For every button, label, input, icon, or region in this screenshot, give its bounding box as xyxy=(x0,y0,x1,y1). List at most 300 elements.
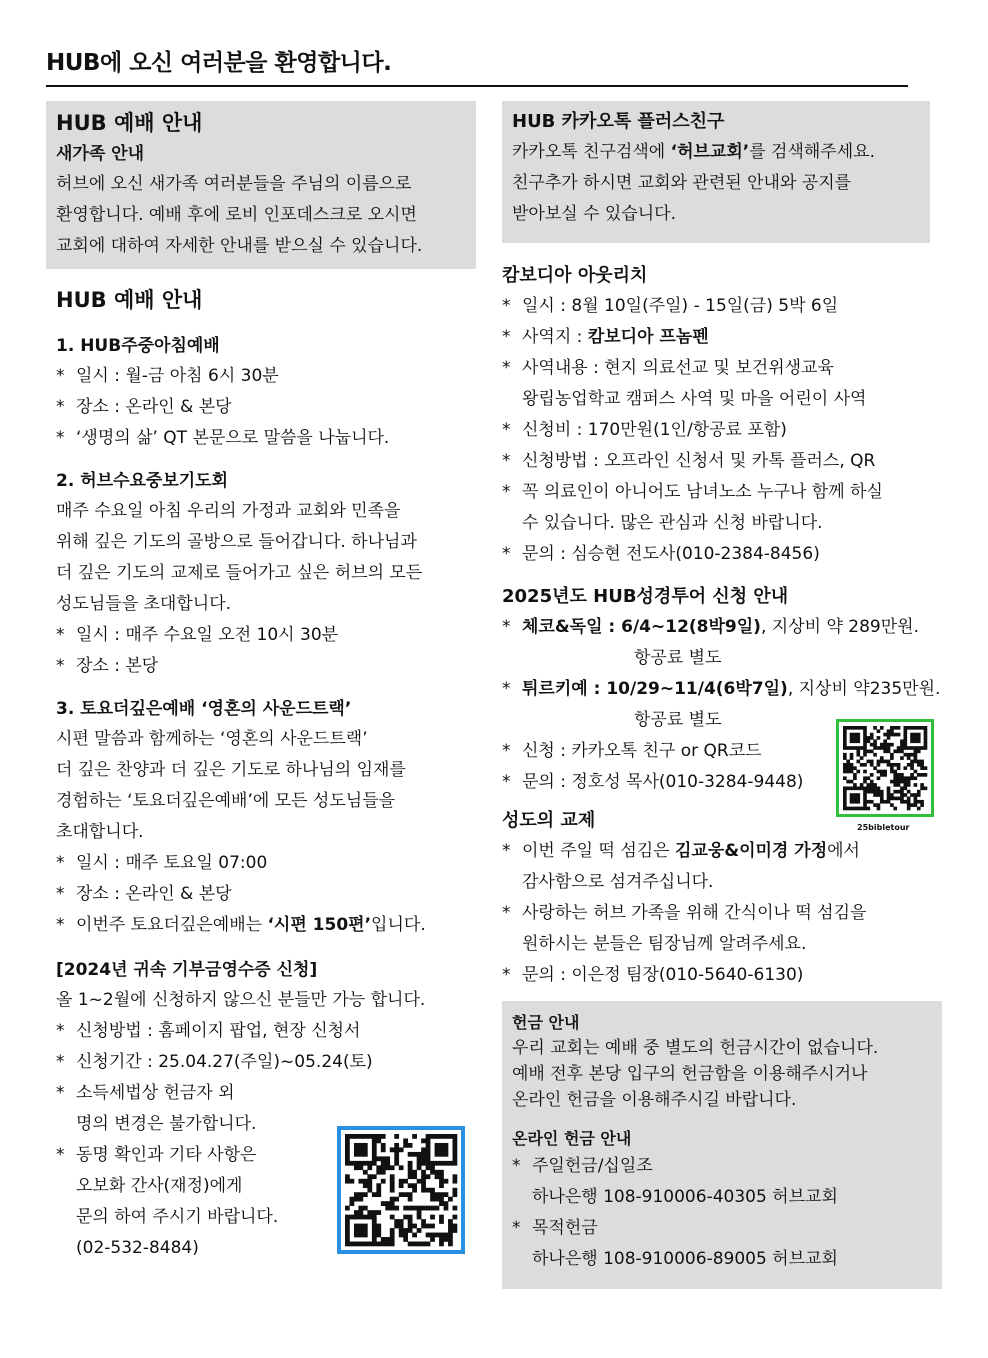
qr-module xyxy=(408,1228,413,1233)
qr-module xyxy=(907,746,911,750)
list-item: * 소득세법상 헌금자 외 xyxy=(56,1078,476,1109)
qr-module xyxy=(853,793,857,797)
qr-module xyxy=(444,1192,449,1197)
list-item: * 사역내용 : 현지 의료선교 및 보건위생교육 xyxy=(502,353,920,384)
qr-module xyxy=(372,1174,377,1179)
qr-module xyxy=(843,766,847,770)
qr-module xyxy=(843,726,847,730)
kakao-line: 받아보실 수 있습니다. xyxy=(512,204,677,224)
qr-module xyxy=(863,763,867,767)
qr-module xyxy=(860,783,864,787)
qr-module xyxy=(430,1206,435,1211)
qr-module xyxy=(890,733,894,737)
qr-module xyxy=(408,1170,413,1175)
qr-module xyxy=(883,773,887,777)
qr-module xyxy=(426,1152,431,1157)
qr-module xyxy=(870,790,874,794)
qr-module xyxy=(390,1183,395,1188)
qr-module xyxy=(870,763,874,767)
qr-module xyxy=(444,1179,449,1184)
qr-module xyxy=(354,1165,359,1170)
qr-module xyxy=(890,756,894,760)
qr-module xyxy=(412,1174,417,1179)
qr-module xyxy=(900,797,904,801)
qr-module xyxy=(863,793,867,797)
qr-module xyxy=(843,807,847,811)
qr-module xyxy=(372,1134,377,1139)
qr-module xyxy=(394,1161,399,1166)
list-item: * 장소 : 온라인 & 본당 xyxy=(56,879,476,910)
cambodia-section xyxy=(502,261,920,570)
right-column xyxy=(502,101,941,1289)
qr-module xyxy=(399,1147,404,1152)
qr-module xyxy=(907,783,911,787)
list-item: * 사랑하는 허브 가족을 위해 간식이나 떡 섬김을 xyxy=(502,898,920,929)
qr-module xyxy=(846,763,850,767)
qr-module xyxy=(907,753,911,757)
qr-module xyxy=(914,746,918,750)
qr-module xyxy=(903,780,907,784)
offering-line: 우리 교회는 예배 중 별도의 헌금시간이 없습니다. xyxy=(512,1038,879,1058)
qr-module xyxy=(439,1134,444,1139)
qr-module xyxy=(924,773,928,777)
kakao-box xyxy=(502,101,930,243)
qr-module xyxy=(439,1170,444,1175)
qr-module xyxy=(853,783,857,787)
text: , 지상비 약235만원. xyxy=(787,679,941,699)
donation-qr-code[interactable] xyxy=(337,1126,465,1254)
qr-module xyxy=(870,733,874,737)
new-family-title: 새가족 안내 xyxy=(56,144,145,164)
qr-module xyxy=(910,733,914,737)
qr-module xyxy=(846,770,850,774)
qr-module xyxy=(907,780,911,784)
qr-module xyxy=(853,736,857,740)
qr-module xyxy=(856,726,860,730)
qr-module xyxy=(412,1206,417,1211)
qr-module xyxy=(426,1161,431,1166)
body-line: 올 1~2월에 신청하지 않으신 분들만 가능 합니다. xyxy=(56,990,426,1010)
qr-module xyxy=(853,786,857,790)
qr-module xyxy=(897,773,901,777)
qr-module xyxy=(430,1170,435,1175)
qr-module xyxy=(417,1152,422,1157)
qr-module xyxy=(880,800,884,804)
qr-module xyxy=(448,1197,453,1202)
qr-module xyxy=(399,1192,404,1197)
qr-module xyxy=(426,1134,431,1139)
qr-module xyxy=(877,790,881,794)
qr-module xyxy=(426,1206,431,1211)
qr-module xyxy=(863,797,867,801)
qr-module xyxy=(846,726,850,730)
list-item: * 주일헌금/십일조 xyxy=(512,1151,932,1182)
account-number: 하나은행 108-910006-89005 허브교회 xyxy=(532,1249,838,1269)
qr-module xyxy=(890,763,894,767)
qr-module xyxy=(900,780,904,784)
qr-module xyxy=(372,1143,377,1148)
qr-module xyxy=(850,763,854,767)
qr-module xyxy=(408,1183,413,1188)
qr-module xyxy=(893,797,897,801)
qr-module xyxy=(863,780,867,784)
qr-module xyxy=(439,1201,444,1206)
qr-module xyxy=(924,743,928,747)
qr-module xyxy=(863,729,867,733)
qr-module xyxy=(860,807,864,811)
qr-module xyxy=(421,1183,426,1188)
qr-module xyxy=(863,770,867,774)
qr-module xyxy=(399,1233,404,1238)
qr-module xyxy=(846,760,850,764)
qr-module xyxy=(846,807,850,811)
qr-module xyxy=(900,786,904,790)
list-item: * 목적헌금 xyxy=(512,1213,932,1244)
qr-module xyxy=(453,1224,458,1229)
qr-module xyxy=(843,790,847,794)
qr-module xyxy=(907,797,911,801)
qr-module xyxy=(877,786,881,790)
qr-module xyxy=(345,1143,350,1148)
qr-module xyxy=(349,1242,354,1247)
qr-module xyxy=(376,1210,381,1215)
qr-module xyxy=(863,736,867,740)
qr-module xyxy=(439,1174,444,1179)
qr-module xyxy=(843,786,847,790)
qr-module xyxy=(448,1134,453,1139)
qr-module xyxy=(421,1138,426,1143)
qr-module xyxy=(453,1206,458,1211)
qr-module xyxy=(856,807,860,811)
qr-module xyxy=(883,733,887,737)
qr-module xyxy=(408,1165,413,1170)
qr-module xyxy=(444,1152,449,1157)
qr-module xyxy=(385,1206,390,1211)
qr-module xyxy=(349,1197,354,1202)
qr-module xyxy=(417,1210,422,1215)
worship-section xyxy=(46,283,476,1264)
qr-module xyxy=(345,1219,350,1224)
qr-module xyxy=(877,746,881,750)
qr-module xyxy=(399,1219,404,1224)
qr-module xyxy=(893,770,897,774)
qr-module xyxy=(403,1233,408,1238)
qr-module xyxy=(421,1188,426,1193)
qr-module xyxy=(877,770,881,774)
qr-module xyxy=(403,1138,408,1143)
fellowship-title: 성도의 교제 xyxy=(502,810,596,831)
qr-module xyxy=(444,1161,449,1166)
qr-module xyxy=(417,1206,422,1211)
bible-tour-title: 2025년도 HUB성경투어 신청 안내 xyxy=(502,586,789,607)
qr-module xyxy=(390,1237,395,1242)
qr-module xyxy=(376,1233,381,1238)
qr-module xyxy=(863,733,867,737)
qr-module xyxy=(900,790,904,794)
qr-module xyxy=(843,763,847,767)
qr-module xyxy=(914,803,918,807)
qr-module xyxy=(358,1228,363,1233)
qr-module xyxy=(856,739,860,743)
qr-module xyxy=(403,1215,408,1220)
offering-line: 온라인 헌금을 이용해주시길 바랍니다. xyxy=(512,1090,797,1110)
welcome-line: 교회에 대하여 자세한 안내를 받으실 수 있습니다. xyxy=(56,236,423,256)
qr-module xyxy=(850,800,854,804)
qr-module xyxy=(907,790,911,794)
qr-module xyxy=(345,1228,350,1233)
qr-module xyxy=(877,803,881,807)
qr-module xyxy=(883,739,887,743)
qr-module xyxy=(372,1156,377,1161)
welcome-box xyxy=(46,101,476,269)
qr-module xyxy=(880,756,884,760)
qr-module xyxy=(893,783,897,787)
qr-module xyxy=(893,733,897,737)
qr-module xyxy=(372,1224,377,1229)
qr-module xyxy=(439,1143,444,1148)
qr-module xyxy=(914,756,918,760)
qr-module xyxy=(417,1242,422,1247)
qr-module xyxy=(435,1206,440,1211)
qr-module xyxy=(883,770,887,774)
qr-module xyxy=(358,1143,363,1148)
qr-module xyxy=(421,1161,426,1166)
qr-module xyxy=(430,1134,435,1139)
qr-module xyxy=(850,733,854,737)
qr-module xyxy=(870,783,874,787)
qr-module xyxy=(920,800,924,804)
qr-module xyxy=(394,1197,399,1202)
qr-module xyxy=(846,746,850,750)
qr-module xyxy=(863,750,867,754)
body-line: 더 깊은 기도의 교제로 들어가고 싶은 허브의 모든 xyxy=(56,563,423,583)
qr-module xyxy=(883,800,887,804)
qr-module xyxy=(430,1215,435,1220)
qr-module xyxy=(430,1192,435,1197)
qr-module xyxy=(850,726,854,730)
qr-module xyxy=(412,1188,417,1193)
text: 이번 주일 떡 섬김은 xyxy=(522,841,675,861)
list-item: * 문의 : 심승현 전도사(010-2384-8456) xyxy=(502,539,920,570)
list-item: * 꼭 의료인이 아니어도 남녀노소 누구나 함께 하실 xyxy=(502,477,920,508)
qr-module xyxy=(394,1156,399,1161)
qr-module xyxy=(843,746,847,750)
list-item: * 일시 : 8월 10일(주일) - 15일(금) 5박 6일 xyxy=(502,291,920,322)
qr-module xyxy=(453,1161,458,1166)
qr-module xyxy=(893,726,897,730)
qr-module xyxy=(426,1233,431,1238)
qr-module xyxy=(920,766,924,770)
qr-module xyxy=(843,753,847,757)
qr-module xyxy=(883,750,887,754)
qr-module xyxy=(358,1134,363,1139)
qr-module xyxy=(856,750,860,754)
qr-module xyxy=(390,1179,395,1184)
qr-module xyxy=(367,1183,372,1188)
qr-module xyxy=(924,786,928,790)
qr-module xyxy=(372,1138,377,1143)
text: 이번주 토요더깊은예배는 xyxy=(76,915,268,935)
qr-module xyxy=(444,1134,449,1139)
qr-module xyxy=(417,1161,422,1166)
qr-module xyxy=(390,1206,395,1211)
qr-module xyxy=(363,1228,368,1233)
qr-module xyxy=(439,1237,444,1242)
bible-tour-qr-code[interactable] xyxy=(836,719,934,817)
qr-module xyxy=(850,797,854,801)
qr-module xyxy=(890,743,894,747)
qr-module xyxy=(914,793,918,797)
saturday-worship-title: 3. 토요더깊은예배 ‘영혼의 사운드트랙’ xyxy=(56,699,352,719)
qr-module xyxy=(439,1147,444,1152)
qr-module xyxy=(430,1188,435,1193)
qr-module xyxy=(924,729,928,733)
qr-module xyxy=(381,1170,386,1175)
qr-module xyxy=(880,773,884,777)
qr-module xyxy=(412,1152,417,1157)
qr-module xyxy=(924,746,928,750)
qr-module xyxy=(345,1233,350,1238)
list-item-cont: 항공료 별도 xyxy=(634,648,722,668)
qr-module xyxy=(363,1170,368,1175)
qr-module xyxy=(354,1147,359,1152)
qr-module xyxy=(372,1161,377,1166)
list-item: * 일시 : 매주 수요일 오전 10시 30분 xyxy=(56,620,476,651)
qr-module xyxy=(903,766,907,770)
qr-module xyxy=(381,1143,386,1148)
qr-module xyxy=(421,1156,426,1161)
qr-module xyxy=(435,1143,440,1148)
qr-module xyxy=(399,1179,404,1184)
qr-module xyxy=(856,797,860,801)
qr-module xyxy=(394,1219,399,1224)
qr-module xyxy=(880,770,884,774)
qr-module xyxy=(390,1201,395,1206)
donation-receipt-title: [2024년 귀속 기부금영수증 신청] xyxy=(56,960,318,980)
body-line: 매주 수요일 아침 우리의 가정과 교회와 민족을 xyxy=(56,501,401,521)
qr-module xyxy=(897,780,901,784)
qr-module xyxy=(372,1192,377,1197)
qr-module xyxy=(900,750,904,754)
list-item: * 동명 확인과 기타 사항은 xyxy=(56,1140,476,1171)
qr-module xyxy=(843,793,847,797)
qr-module xyxy=(354,1143,359,1148)
qr-module xyxy=(920,746,924,750)
qr-module xyxy=(907,726,911,730)
qr-module xyxy=(408,1224,413,1229)
qr-module xyxy=(430,1165,435,1170)
qr-module xyxy=(403,1179,408,1184)
qr-module xyxy=(448,1161,453,1166)
qr-module xyxy=(853,800,857,804)
qr-module xyxy=(417,1156,422,1161)
qr-module xyxy=(900,793,904,797)
kakao-line: 친구추가 하시면 교회와 관련된 안내와 공지를 xyxy=(512,173,852,193)
qr-module xyxy=(345,1156,350,1161)
qr-module xyxy=(914,770,918,774)
qr-module xyxy=(877,729,881,733)
qr-module xyxy=(873,766,877,770)
qr-module xyxy=(856,736,860,740)
qr-module xyxy=(358,1165,363,1170)
qr-module xyxy=(349,1161,354,1166)
qr-module xyxy=(867,790,871,794)
qr-module xyxy=(863,776,867,780)
qr-module xyxy=(453,1156,458,1161)
qr-module xyxy=(408,1197,413,1202)
qr-module xyxy=(856,793,860,797)
qr-module xyxy=(417,1165,422,1170)
qr-module xyxy=(880,726,884,730)
qr-module xyxy=(345,1237,350,1242)
qr-module xyxy=(408,1215,413,1220)
qr-module xyxy=(903,793,907,797)
qr-module xyxy=(924,733,928,737)
qr-module xyxy=(448,1242,453,1247)
text: , 지상비 약 289만원. xyxy=(760,617,919,637)
qr-module xyxy=(890,803,894,807)
qr-module xyxy=(435,1174,440,1179)
qr-module xyxy=(900,773,904,777)
qr-module xyxy=(430,1197,435,1202)
qr-module xyxy=(887,750,891,754)
qr-module xyxy=(358,1210,363,1215)
qr-module xyxy=(417,1228,422,1233)
qr-module xyxy=(367,1179,372,1184)
qr-module xyxy=(903,800,907,804)
qr-module xyxy=(354,1210,359,1215)
qr-module xyxy=(870,780,874,784)
qr-module xyxy=(893,773,897,777)
qr-module xyxy=(880,793,884,797)
qr-module xyxy=(900,756,904,760)
qr-module xyxy=(345,1174,350,1179)
qr-module xyxy=(853,726,857,730)
qr-module xyxy=(381,1156,386,1161)
qr-module xyxy=(430,1224,435,1229)
qr-module xyxy=(453,1143,458,1148)
qr-module xyxy=(873,739,877,743)
qr-module xyxy=(354,1161,359,1166)
qr-module xyxy=(897,726,901,730)
qr-module xyxy=(421,1224,426,1229)
qr-module xyxy=(412,1183,417,1188)
qr-module xyxy=(867,786,871,790)
list-item: * 신청방법 : 홈페이지 팝업, 현장 신청서 xyxy=(56,1016,476,1047)
qr-module xyxy=(444,1143,449,1148)
qr-module xyxy=(399,1224,404,1229)
qr-module xyxy=(426,1143,431,1148)
qr-module xyxy=(903,736,907,740)
qr-module xyxy=(917,800,921,804)
qr-module xyxy=(381,1201,386,1206)
qr-module xyxy=(399,1228,404,1233)
qr-module xyxy=(439,1219,444,1224)
qr-module xyxy=(363,1206,368,1211)
qr-module xyxy=(426,1156,431,1161)
qr-module xyxy=(860,726,864,730)
qr-module xyxy=(390,1233,395,1238)
qr-module xyxy=(897,797,901,801)
qr-module xyxy=(385,1165,390,1170)
qr-module xyxy=(863,746,867,750)
qr-module xyxy=(887,786,891,790)
qr-module xyxy=(920,803,924,807)
qr-module xyxy=(444,1237,449,1242)
qr-module xyxy=(917,773,921,777)
qr-module xyxy=(376,1224,381,1229)
qr-module xyxy=(890,729,894,733)
